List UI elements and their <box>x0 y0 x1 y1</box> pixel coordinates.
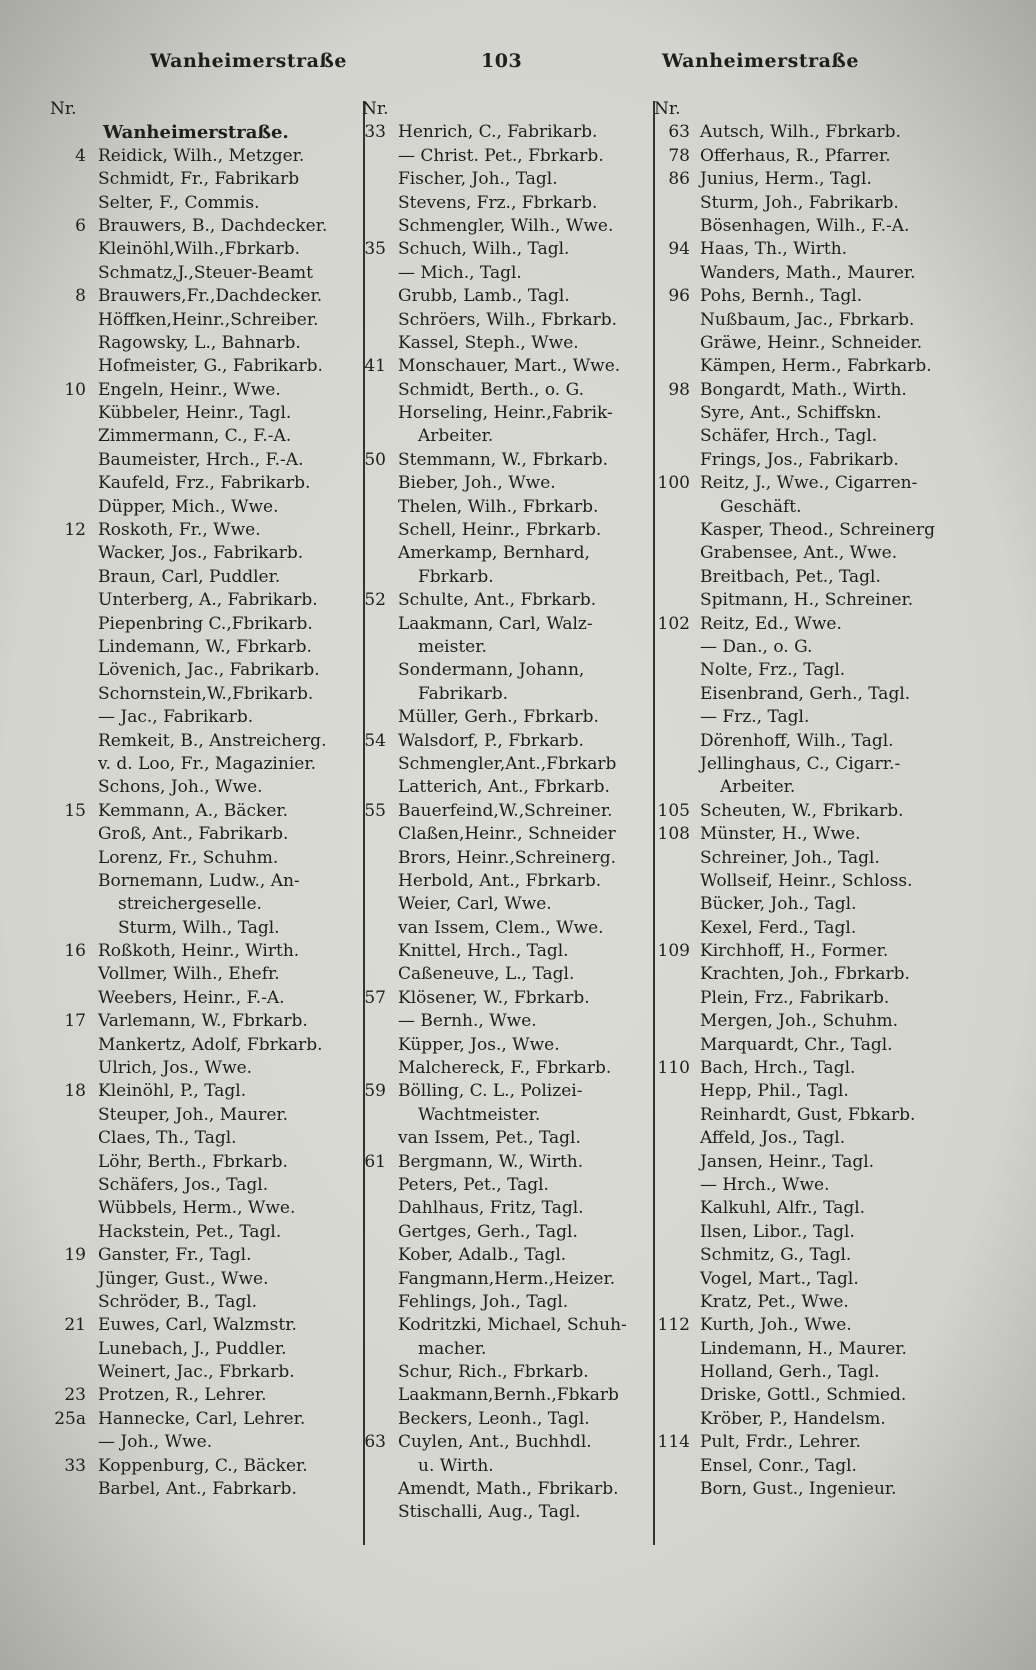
entry-text: Kober, Adalb., Tagl. <box>398 1245 567 1266</box>
house-number: 33 <box>364 122 386 143</box>
entry-text: Autsch, Wilh., Fbrkarb. <box>700 122 901 143</box>
entry-text: Steuper, Joh., Maurer. <box>98 1104 289 1125</box>
entry-text: Kleinöhl,Wilh.,Fbrkarb. <box>98 239 301 260</box>
entry-text: Bach, Hrch., Tagl. <box>700 1058 856 1079</box>
entry-text: Pult, Frdr., Lehrer. <box>700 1432 861 1453</box>
entry-text: Vollmer, Wilh., Ehefr. <box>98 964 280 985</box>
entry-text: Kemmann, A., Bäcker. <box>98 800 289 821</box>
entry-text: Wübbels, Herm., Wwe. <box>98 1198 296 1219</box>
entry-text: Driske, Gottl., Schmied. <box>700 1385 907 1406</box>
house-number: 59 <box>364 1081 386 1102</box>
house-number: 6 <box>75 215 86 236</box>
entry-text: Arbeiter. <box>418 426 494 447</box>
running-header-left: Wanheimerstraße <box>150 50 347 72</box>
entry-text: van Issem, Pet., Tagl. <box>398 1128 581 1149</box>
entry-text: Münster, H., Wwe. <box>700 824 861 845</box>
entry-text: Baumeister, Hrch., F.-A. <box>98 449 304 470</box>
entry-text: Brors, Heinr.,Schreinerg. <box>398 847 617 868</box>
entry-text: meister. <box>418 636 487 657</box>
entry-text: Plein, Frz., Fabrikarb. <box>700 987 890 1008</box>
entry-text: Kurth, Joh., Wwe. <box>700 1315 852 1336</box>
entry-text: u. Wirth. <box>418 1455 494 1476</box>
entry-text: Kratz, Pet., Wwe. <box>700 1291 849 1312</box>
entry-text: Fabrikarb. <box>418 683 509 704</box>
entry-text: Horseling, Heinr.,Fabrik- <box>398 403 613 424</box>
house-number: 55 <box>364 800 386 821</box>
entry-text: Arbeiter. <box>720 777 796 798</box>
entry-text: Grubb, Lamb., Tagl. <box>398 286 570 307</box>
entry-text: Junius, Herm., Tagl. <box>700 169 872 190</box>
house-number: 57 <box>364 987 386 1008</box>
house-number: 63 <box>668 122 690 143</box>
entry-text: Laakmann, Carl, Walz- <box>398 613 593 634</box>
entry-text: Peters, Pet., Tagl. <box>398 1174 549 1195</box>
entry-text: Klösener, W., Fbrkarb. <box>398 987 590 1008</box>
house-number: 12 <box>64 520 86 541</box>
house-number: 41 <box>364 356 386 377</box>
entry-text: Weier, Carl, Wwe. <box>398 894 552 915</box>
entry-text: Bölling, C. L., Polizei- <box>398 1081 583 1102</box>
entry-text: Kübbeler, Heinr., Tagl. <box>98 403 292 424</box>
house-number: 78 <box>668 145 690 166</box>
entry-text: Kalkuhl, Alfr., Tagl. <box>700 1198 866 1219</box>
entry-text: Fangmann,Herm.,Heizer. <box>398 1268 616 1289</box>
entry-text: Bösenhagen, Wilh., F.-A. <box>700 215 910 236</box>
entry-text: Claes, Th., Tagl. <box>98 1128 237 1149</box>
entry-text: Laakmann,Bernh.,Fbkarb <box>398 1385 619 1406</box>
entry-text: Schmitz, G., Tagl. <box>700 1245 852 1266</box>
house-number: 35 <box>364 239 386 260</box>
entry-text: Kirchhoff, H., Former. <box>700 941 889 962</box>
house-number: 105 <box>657 800 690 821</box>
street-heading: Wanheimerstraße. <box>103 122 289 144</box>
entry-text: Ragowsky, L., Bahnarb. <box>98 332 301 353</box>
entry-text: Schuch, Wilh., Tagl. <box>398 239 570 260</box>
house-number: 63 <box>364 1432 386 1453</box>
entry-text: Breitbach, Pet., Tagl. <box>700 566 881 587</box>
entry-text: Ulrich, Jos., Wwe. <box>98 1058 253 1079</box>
entry-text: Scheuten, W., Fbrikarb. <box>700 800 904 821</box>
entry-text: — Bernh., Wwe. <box>398 1011 537 1032</box>
entry-text: Weebers, Heinr., F.-A. <box>98 987 285 1008</box>
house-number: 96 <box>668 286 690 307</box>
entry-text: Kodritzki, Michael, Schuh- <box>398 1315 627 1336</box>
entry-text: Piepenbring C.,Fbrikarb. <box>98 613 313 634</box>
entry-text: Kröber, P., Handelsm. <box>700 1408 886 1429</box>
entry-text: Knittel, Hrch., Tagl. <box>398 941 569 962</box>
entry-text: Schmidt, Berth., o. G. <box>398 379 584 400</box>
entry-text: — Dan., o. G. <box>700 636 813 657</box>
entry-text: — Joh., Wwe. <box>98 1432 213 1453</box>
house-number: 61 <box>364 1151 386 1172</box>
entry-text: macher. <box>418 1338 487 1359</box>
entry-text: Schmengler,Ant.,Fbrkarb <box>398 753 617 774</box>
entry-text: Malchereck, F., Fbrkarb. <box>398 1058 612 1079</box>
entry-text: Reitz, J., Wwe., Cigarren- <box>700 473 918 494</box>
entry-text: Caßeneuve, L., Tagl. <box>398 964 575 985</box>
entry-text: Brauwers, B., Dachdecker. <box>98 215 328 236</box>
house-number: 8 <box>75 286 86 307</box>
entry-text: Schäfer, Hrch., Tagl. <box>700 426 878 447</box>
entry-text: Beckers, Leonh., Tagl. <box>398 1408 590 1429</box>
entry-text: Nr. <box>362 99 389 119</box>
entry-text: — Jac., Fabrikarb. <box>98 707 254 728</box>
house-number: 19 <box>64 1245 86 1266</box>
entry-text: Vogel, Mart., Tagl. <box>700 1268 859 1289</box>
entry-text: Walsdorf, P., Fbrkarb. <box>398 730 584 751</box>
entry-text: Schäfers, Jos., Tagl. <box>98 1174 269 1195</box>
house-number: 98 <box>668 379 690 400</box>
entry-text: Lindemann, H., Maurer. <box>700 1338 907 1359</box>
house-number: 18 <box>64 1081 86 1102</box>
entry-text: Marquardt, Chr., Tagl. <box>700 1034 893 1055</box>
entry-text: Schmengler, Wilh., Wwe. <box>398 215 614 236</box>
entry-text: Eisenbrand, Gerh., Tagl. <box>700 683 911 704</box>
entry-text: Sturm, Joh., Fabrikarb. <box>700 192 899 213</box>
entry-text: Zimmermann, C., F.-A. <box>98 426 292 447</box>
entry-text: Hannecke, Carl, Lehrer. <box>98 1408 306 1429</box>
entry-text: Sturm, Wilh., Tagl. <box>118 917 280 938</box>
entry-text: Hackstein, Pet., Tagl. <box>98 1221 282 1242</box>
entry-text: Jünger, Gust., Wwe. <box>98 1268 269 1289</box>
entry-text: Amerkamp, Bernhard, <box>398 543 590 564</box>
entry-text: Löhr, Berth., Fbrkarb. <box>98 1151 288 1172</box>
entry-text: Jellinghaus, C., Cigarr.- <box>700 753 901 774</box>
entry-text: Syre, Ant., Schiffskn. <box>700 403 882 424</box>
entry-text: Braun, Carl, Puddler. <box>98 566 281 587</box>
entry-text: — Mich., Tagl. <box>398 262 522 283</box>
page-number: 103 <box>481 50 523 72</box>
entry-text: Fbrkarb. <box>418 566 494 587</box>
entry-text: Schröder, B., Tagl. <box>98 1291 258 1312</box>
entry-text: Schulte, Ant., Fbrkarb. <box>398 590 597 611</box>
entry-text: Brauwers,Fr.,Dachdecker. <box>98 286 323 307</box>
entry-text: Kämpen, Herm., Fabrkarb. <box>700 356 932 377</box>
entry-text: Krachten, Joh., Fbrkarb. <box>700 964 910 985</box>
entry-text: Schons, Joh., Wwe. <box>98 777 263 798</box>
entry-text: streichergeselle. <box>118 894 262 915</box>
entry-text: Schreiner, Joh., Tagl. <box>700 847 880 868</box>
house-number: 108 <box>657 824 690 845</box>
entry-text: — Hrch., Wwe. <box>700 1174 830 1195</box>
house-number: 54 <box>364 730 386 751</box>
entry-text: Schornstein,W.,Fbrikarb. <box>98 683 314 704</box>
entry-text: Mergen, Joh., Schuhm. <box>700 1011 899 1032</box>
entry-text: Jansen, Heinr., Tagl. <box>700 1151 875 1172</box>
house-number: 86 <box>668 169 690 190</box>
entry-text: Offerhaus, R., Pfarrer. <box>700 145 891 166</box>
entry-text: Schell, Heinr., Fbrkarb. <box>398 520 602 541</box>
entry-text: Schmatz,J.,Steuer-Beamt <box>98 262 313 283</box>
entry-text: Stevens, Frz., Fbrkarb. <box>398 192 598 213</box>
entry-text: Kasper, Theod., Schreinerg <box>700 520 936 541</box>
entry-text: Nr. <box>654 99 681 119</box>
entry-text: Müller, Gerh., Fbrkarb. <box>398 707 599 728</box>
house-number: 23 <box>64 1385 86 1406</box>
house-number: 109 <box>657 941 690 962</box>
entry-text: Nußbaum, Jac., Fbrkarb. <box>700 309 915 330</box>
entry-text: Wachtmeister. <box>418 1104 541 1125</box>
entry-text: Claßen,Heinr., Schneider <box>398 824 616 845</box>
entry-text: Dörenhoff, Wilh., Tagl. <box>700 730 894 751</box>
entry-text: Henrich, C., Fabrikarb. <box>398 122 598 143</box>
entry-text: Herbold, Ant., Fbrkarb. <box>398 870 602 891</box>
entry-text: Reitz, Ed., Wwe. <box>700 613 842 634</box>
entry-text: Höffken,Heinr.,Schreiber. <box>98 309 319 330</box>
entry-text: Lorenz, Fr., Schuhm. <box>98 847 279 868</box>
entry-text: Affeld, Jos., Tagl. <box>700 1128 846 1149</box>
entry-text: Ensel, Conr., Tagl. <box>700 1455 857 1476</box>
house-number: 52 <box>364 590 386 611</box>
entry-text: Thelen, Wilh., Fbrkarb. <box>398 496 599 517</box>
entry-text: Koppenburg, C., Bäcker. <box>98 1455 308 1476</box>
entry-text: Küpper, Jos., Wwe. <box>398 1034 560 1055</box>
house-number: 110 <box>657 1058 690 1079</box>
entry-text: Lövenich, Jac., Fabrikarb. <box>98 660 320 681</box>
entry-text: Schmidt, Fr., Fabrikarb <box>98 169 300 190</box>
entry-text: Reidick, Wilh., Metzger. <box>98 145 305 166</box>
running-header-right: Wanheimerstraße <box>662 50 859 72</box>
entry-text: Varlemann, W., Fbrkarb. <box>98 1011 308 1032</box>
house-number: 50 <box>364 449 386 470</box>
entry-text: Weinert, Jac., Fbrkarb. <box>98 1362 295 1383</box>
entry-text: Bornemann, Ludw., An- <box>98 870 300 891</box>
entry-text: Stemmann, W., Fbrkarb. <box>398 449 608 470</box>
entry-text: Reinhardt, Gust, Fbkarb. <box>700 1104 916 1125</box>
entry-text: Grabensee, Ant., Wwe. <box>700 543 898 564</box>
house-number: 100 <box>657 473 690 494</box>
entry-text: Fischer, Joh., Tagl. <box>398 169 558 190</box>
entry-text: Schur, Rich., Fbrkarb. <box>398 1362 589 1383</box>
entry-text: Haas, Th., Wirth. <box>700 239 848 260</box>
entry-text: Gräwe, Heinr., Schneider. <box>700 332 923 353</box>
entry-text: Lindemann, W., Fbrkarb. <box>98 636 312 657</box>
entry-text: — Frz., Tagl. <box>700 707 810 728</box>
entry-text: Lunebach, J., Puddler. <box>98 1338 287 1359</box>
entry-text: Fehlings, Joh., Tagl. <box>398 1291 569 1312</box>
entry-text: Pohs, Bernh., Tagl. <box>700 286 863 307</box>
entry-text: v. d. Loo, Fr., Magazinier. <box>98 753 316 774</box>
entry-text: Roßkoth, Heinr., Wirth. <box>98 941 300 962</box>
entry-text: Monschauer, Mart., Wwe. <box>398 356 621 377</box>
entry-text: Born, Gust., Ingenieur. <box>700 1479 897 1500</box>
entry-text: Engeln, Heinr., Wwe. <box>98 379 281 400</box>
entry-text: Hepp, Phil., Tagl. <box>700 1081 849 1102</box>
entry-text: Euwes, Carl, Walzmstr. <box>98 1315 297 1336</box>
house-number: 112 <box>657 1315 690 1336</box>
entry-text: Amendt, Math., Fbrikarb. <box>398 1479 619 1500</box>
entry-text: Düpper, Mich., Wwe. <box>98 496 279 517</box>
entry-text: Groß, Ant., Fabrikarb. <box>98 824 289 845</box>
house-number: 15 <box>64 800 86 821</box>
entry-text: — Christ. Pet., Fbrkarb. <box>398 145 604 166</box>
entry-text: Bergmann, W., Wirth. <box>398 1151 584 1172</box>
house-number: 33 <box>64 1455 86 1476</box>
entry-text: Selter, F., Commis. <box>98 192 260 213</box>
entry-text: Unterberg, A., Fabrikarb. <box>98 590 318 611</box>
entry-text: Kassel, Steph., Wwe. <box>398 332 579 353</box>
house-number: 114 <box>657 1432 690 1453</box>
entry-text: Wollseif, Heinr., Schloss. <box>700 870 913 891</box>
entry-text: Dahlhaus, Fritz, Tagl. <box>398 1198 584 1219</box>
entry-text: Barbel, Ant., Fabrkarb. <box>98 1479 297 1500</box>
entry-text: Nolte, Frz., Tagl. <box>700 660 846 681</box>
entry-text: van Issem, Clem., Wwe. <box>398 917 604 938</box>
house-number: 16 <box>64 941 86 962</box>
entry-text: Kexel, Ferd., Tagl. <box>700 917 857 938</box>
house-number: 4 <box>75 145 86 166</box>
entry-text: Roskoth, Fr., Wwe. <box>98 520 261 541</box>
entry-text: Mankertz, Adolf, Fbrkarb. <box>98 1034 323 1055</box>
entry-text: Frings, Jos., Fabrikarb. <box>700 449 899 470</box>
house-number: 94 <box>668 239 690 260</box>
entry-text: Kleinöhl, P., Tagl. <box>98 1081 247 1102</box>
entry-text: Cuylen, Ant., Buchhdl. <box>398 1432 592 1453</box>
entry-text: Sondermann, Johann, <box>398 660 585 681</box>
entry-text: Schröers, Wilh., Fbrkarb. <box>398 309 618 330</box>
entry-text: Gertges, Gerh., Tagl. <box>398 1221 578 1242</box>
entry-text: Remkeit, B., Anstreicherg. <box>98 730 327 751</box>
entry-text: Bücker, Joh., Tagl. <box>700 894 857 915</box>
house-number: 17 <box>64 1011 86 1032</box>
entry-text: Geschäft. <box>720 496 802 517</box>
entry-text: Kaufeld, Frz., Fabrikarb. <box>98 473 311 494</box>
entry-text: Wacker, Jos., Fabrikarb. <box>98 543 304 564</box>
entry-text: Wanders, Math., Maurer. <box>700 262 916 283</box>
entry-text: Ganster, Fr., Tagl. <box>98 1245 252 1266</box>
entry-text: Spitmann, H., Schreiner. <box>700 590 914 611</box>
entry-text: Nr. <box>50 99 77 119</box>
entry-text: Protzen, R., Lehrer. <box>98 1385 267 1406</box>
house-number: 102 <box>657 613 690 634</box>
entry-text: Latterich, Ant., Fbrkarb. <box>398 777 610 798</box>
entry-text: Bieber, Joh., Wwe. <box>398 473 556 494</box>
entry-text: Bongardt, Math., Wirth. <box>700 379 907 400</box>
house-number: 21 <box>64 1315 86 1336</box>
entry-text: Stischalli, Aug., Tagl. <box>398 1502 581 1523</box>
house-number: 10 <box>64 379 86 400</box>
house-number: 25a <box>54 1408 86 1429</box>
entry-text: Ilsen, Libor., Tagl. <box>700 1221 855 1242</box>
entry-text: Hofmeister, G., Fabrikarb. <box>98 356 323 377</box>
entry-text: Bauerfeind,W.,Schreiner. <box>398 800 613 821</box>
entry-text: Holland, Gerh., Tagl. <box>700 1362 880 1383</box>
